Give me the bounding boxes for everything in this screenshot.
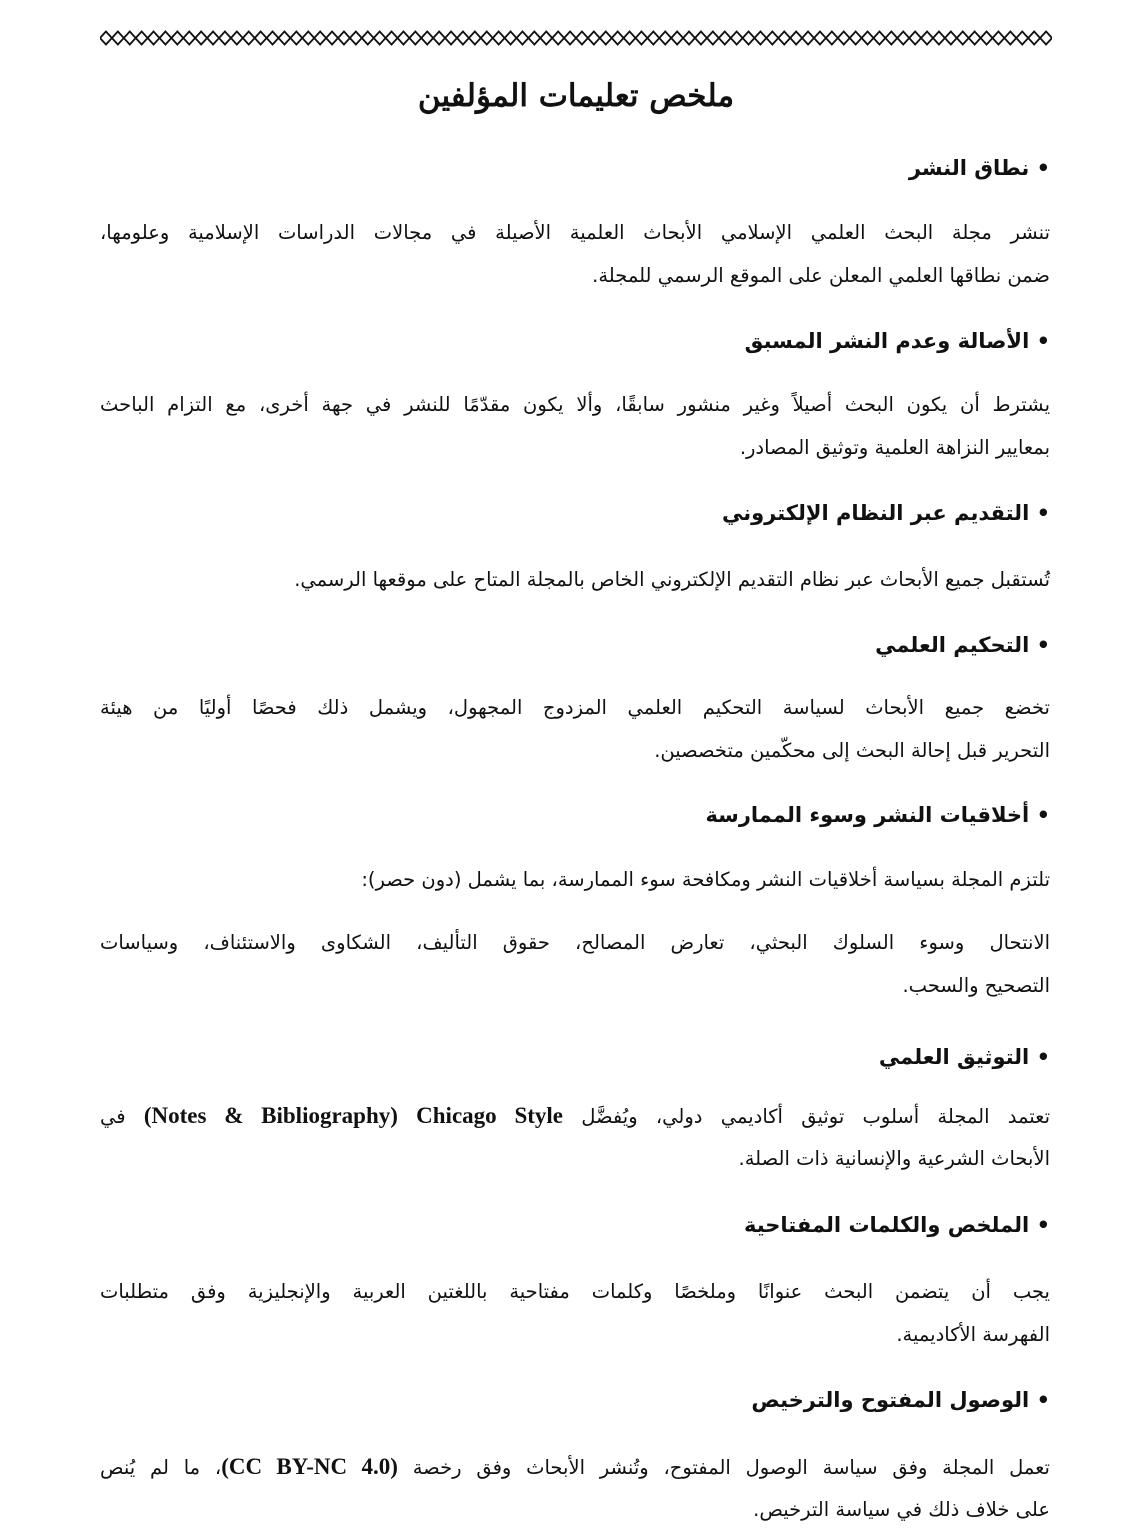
diamond-mark	[600, 32, 612, 45]
diamond-mark	[505, 32, 517, 45]
citation-style-variant: (Notes & Bibliography)	[143, 1103, 398, 1128]
diamond-mark	[826, 32, 838, 45]
paragraph-line: الانتحال وسوء السلوك البحثي، تعارض المصالح، حقوق التأليف، الشكاوى والاستئناف، وسياسات	[100, 931, 1050, 954]
paragraph-line: الأبحاث الشرعية والإنسانية ذات الصلة.	[738, 1147, 1050, 1170]
diamond-mark	[659, 32, 671, 45]
diamond-mark	[219, 32, 231, 45]
diamond-mark	[897, 32, 909, 45]
diamond-mark	[885, 32, 897, 45]
paragraph-line: بمعايير النزاهة العلمية وتوثيق المصادر.	[739, 436, 1050, 459]
paragraph-line: تنشر مجلة البحث العلمي الإسلامي الأبحاث العلمية الأصيلة في مجالات الدراسات الإسلامية وعلومها،	[100, 221, 1050, 244]
diamond-mark	[433, 32, 445, 45]
section-heading: • أخلاقيات النشر وسوء الممارسة	[705, 803, 1050, 827]
section-paragraph	[100, 383, 1050, 469]
diamond-mark	[183, 32, 195, 45]
section-paragraph	[100, 1445, 1050, 1531]
diamond-mark	[374, 32, 386, 45]
diamond-mark	[160, 32, 172, 45]
text-run: في	[100, 1105, 126, 1128]
diamond-mark	[540, 32, 552, 45]
diamond-mark	[528, 32, 540, 45]
diamond-mark	[766, 32, 778, 45]
paragraph-line: تُستقبل جميع الأبحاث عبر نظام التقديم الإلكتروني الخاص بالمجلة المتاح على موقعها الرسمي.	[294, 568, 1050, 591]
diamond-mark	[624, 32, 636, 45]
diamond-mark	[1040, 32, 1052, 45]
diamond-mark	[1028, 32, 1040, 45]
diamond-mark	[743, 32, 755, 45]
diamond-mark	[195, 32, 207, 45]
section-paragraph	[100, 558, 1050, 601]
diamond-mark	[564, 32, 576, 45]
diamond-mark	[136, 32, 148, 45]
diamond-mark	[874, 32, 886, 45]
diamond-mark	[1016, 32, 1028, 45]
diamond-mark	[350, 32, 362, 45]
section-paragraph	[100, 1270, 1050, 1356]
diamond-mark	[362, 32, 374, 45]
diamond-mark	[171, 32, 183, 45]
diamond-mark	[279, 32, 291, 45]
diamond-mark	[993, 32, 1005, 45]
section-heading: • التقديم عبر النظام الإلكتروني	[721, 501, 1050, 525]
paragraph-line: يجب أن يتضمن البحث عنوانًا وملخصًا وكلمات مفتاحية باللغتين العربية والإنجليزية وفق متطلبات	[100, 1280, 1050, 1303]
diamond-mark	[957, 32, 969, 45]
paragraph-line: ضمن نطاقها العلمي المعلن على الموقع الرسمي للمجلة.	[592, 264, 1050, 287]
diamond-mark	[386, 32, 398, 45]
diamond-mark	[719, 32, 731, 45]
diamond-mark	[933, 32, 945, 45]
diamond-mark	[862, 32, 874, 45]
section-heading: • الأصالة وعدم النشر المسبق	[744, 329, 1050, 353]
page-title: ملخص تعليمات المؤلفين	[417, 78, 735, 114]
diamond-mark	[552, 32, 564, 45]
diamond-mark	[148, 32, 160, 45]
diamond-mark	[731, 32, 743, 45]
diamond-mark	[969, 32, 981, 45]
diamond-mark	[981, 32, 993, 45]
diamond-mark	[517, 32, 529, 45]
section-heading: • التحكيم العلمي	[875, 633, 1050, 657]
decorative-diamond-border	[100, 30, 1052, 46]
diamond-mark	[493, 32, 505, 45]
diamond-mark	[469, 32, 481, 45]
section-paragraph	[100, 211, 1050, 297]
paragraph-line: التصحيح والسحب.	[902, 974, 1050, 997]
diamond-mark	[457, 32, 469, 45]
diamond-mark	[909, 32, 921, 45]
section-heading: • الوصول المفتوح والترخيص	[751, 1388, 1050, 1412]
diamond-mark	[302, 32, 314, 45]
diamond-mark	[100, 32, 112, 45]
diamond-mark	[314, 32, 326, 45]
diamond-mark	[409, 32, 421, 45]
diamond-mark	[588, 32, 600, 45]
diamond-mark	[838, 32, 850, 45]
section-paragraph	[100, 858, 1050, 901]
paragraph-line: على خلاف ذلك في سياسة الترخيص.	[753, 1498, 1050, 1521]
paragraph-line: يشترط أن يكون البحث أصيلاً وغير منشور سابقًا، وألا يكون مقدّمًا للنشر في جهة أخرى، مع التزام الباحث	[100, 393, 1050, 416]
diamond-mark	[207, 32, 219, 45]
diamond-mark	[1004, 32, 1016, 45]
diamond-mark	[802, 32, 814, 45]
text-run: تعمل المجلة وفق سياسة الوصول المفتوح، وتُنشر الأبحاث وفق رخصة	[412, 1456, 1050, 1479]
diamond-mark	[778, 32, 790, 45]
section-paragraph	[100, 1094, 1050, 1180]
diamond-mark	[398, 32, 410, 45]
diamond-mark	[683, 32, 695, 45]
diamond-mark	[695, 32, 707, 45]
section-heading: • الملخص والكلمات المفتاحية	[743, 1213, 1050, 1237]
diamond-mark	[481, 32, 493, 45]
text-run: تعتمد المجلة أسلوب توثيق أكاديمي دولي، ويُفضَّل	[581, 1105, 1051, 1128]
paragraph-line: التحرير قبل إحالة البحث إلى محكّمين متخصصين.	[654, 739, 1050, 762]
diamond-mark	[290, 32, 302, 45]
section-paragraph	[100, 686, 1050, 772]
paragraph-line: تلتزم المجلة بسياسة أخلاقيات النشر ومكافحة سوء الممارسة، بما يشمل (دون حصر):	[361, 868, 1050, 891]
diamond-mark	[445, 32, 457, 45]
diamond-mark	[707, 32, 719, 45]
diamond-mark	[814, 32, 826, 45]
license-name: (CC BY-NC 4.0)	[221, 1454, 398, 1479]
diamond-mark	[612, 32, 624, 45]
section-paragraph	[100, 921, 1050, 1007]
section-heading: • نطاق النشر	[908, 156, 1050, 180]
citation-style: Chicago Style	[416, 1103, 563, 1128]
diamond-mark	[231, 32, 243, 45]
diamond-mark	[421, 32, 433, 45]
text-run: ، ما لم يُنص	[100, 1456, 222, 1479]
diamond-mark	[112, 32, 124, 45]
diamond-mark	[267, 32, 279, 45]
diamond-mark	[755, 32, 767, 45]
paragraph-line	[100, 1445, 1050, 1488]
paragraph-line: تخضع جميع الأبحاث لسياسة التحكيم العلمي المزدوج المجهول، ويشمل ذلك فحصًا أوليًا من هيئة	[100, 696, 1050, 719]
diamond-mark	[790, 32, 802, 45]
diamond-mark	[921, 32, 933, 45]
paragraph-line: الفهرسة الأكاديمية.	[896, 1323, 1050, 1346]
diamond-mark	[576, 32, 588, 45]
section-heading: • التوثيق العلمي	[878, 1045, 1050, 1069]
diamond-mark	[945, 32, 957, 45]
diamond-mark	[255, 32, 267, 45]
diamond-mark	[243, 32, 255, 45]
diamond-mark	[671, 32, 683, 45]
diamond-mark	[326, 32, 338, 45]
diamond-mark	[850, 32, 862, 45]
paragraph-line	[100, 1094, 1050, 1137]
diamond-mark	[636, 32, 648, 45]
diamond-mark	[338, 32, 350, 45]
diamond-mark	[647, 32, 659, 45]
diamond-mark	[124, 32, 136, 45]
